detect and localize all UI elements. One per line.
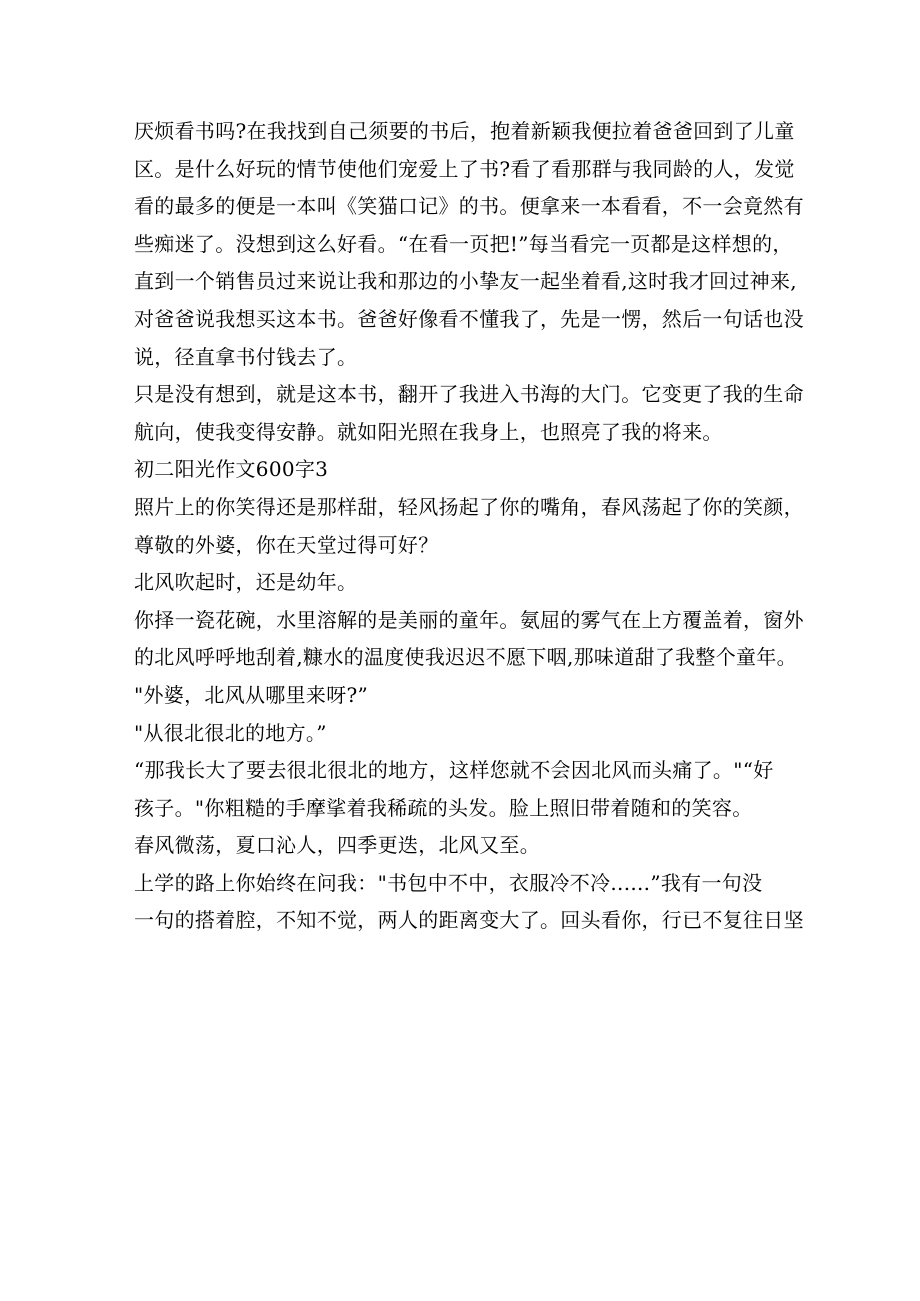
- text-line: 厌烦看书吗?在我找到自己须要的书后，抱着新颖我便拉着爸爸回到了儿童: [134, 119, 795, 143]
- text-line: 孩子。"你粗糙的手摩挲着我稀疏的头发。脸上照旧带着随和的笑容。: [134, 795, 753, 820]
- text-line: "从很北很北的地方。”: [134, 720, 327, 745]
- text-line: 只是没有想到，就是这本书，翻开了我进入书海的大门。它变更了我的生命: [134, 382, 804, 407]
- text-line: 航向，使我变得安静。就如阳光照在我身上，也照亮了我的将来。: [134, 419, 723, 444]
- text-line: 一句的搭着腔，不知不觉，两人的距离变大了。回头看你，行已不复往日坚: [134, 908, 804, 933]
- section-heading: 初二阳光作文600字3: [134, 457, 329, 482]
- text-line: 直到一个销售员过来说让我和那边的小挚友一起坐着看,这时我才回过神来,: [134, 269, 797, 294]
- text-line: “那我长大了要去很北很北的地方，这样您就不会因北风而头痛了。"“好: [134, 758, 774, 783]
- text-line: 春风微荡，夏口沁人，四季更迭，北风又至。: [134, 833, 540, 858]
- text-line: 你择一瓷花碗，水里溶解的是美丽的童年。氨屈的雾气在上方覆盖着，窗外: [134, 607, 804, 632]
- text-line: 对爸爸说我想买这本书。爸爸好像看不懂我了，先是一愣，然后一句话也没: [134, 306, 804, 331]
- text-line: 上学的路上你始终在问我："书包中不中，衣服冷不冷......”我有一句没: [134, 870, 763, 895]
- text-line: 照片上的你笑得还是那样甜，轻风扬起了你的嘴角，春风荡起了你的笑颜，: [134, 494, 804, 519]
- text-line: 看的最多的便是一本叫《笑猫口记》的书。便拿来一本看看，不一会竟然有: [134, 194, 804, 219]
- text-line: 些痴迷了。没想到这么好看。“在看一页把!”每当看完一页都是这样想的，: [134, 231, 793, 256]
- text-line: 北风吹起时，还是幼年。: [134, 570, 358, 595]
- document-body: [134, 113, 804, 940]
- text-line: "外婆，北风从哪里来呀?”: [134, 682, 369, 707]
- text-line: 尊敬的外婆，你在天堂过得可好？: [134, 532, 439, 557]
- text-line: 说，径直拿书付钱去了。: [134, 344, 358, 369]
- text-line: 区。是什么好玩的情节使他们宠爱上了书?看了看那群与我同龄的人，发觉: [134, 156, 795, 181]
- text-line: 的北风呼呼地刮着,糠水的温度使我迟迟不愿下咽,那味道甜了我整个童年。: [134, 645, 797, 670]
